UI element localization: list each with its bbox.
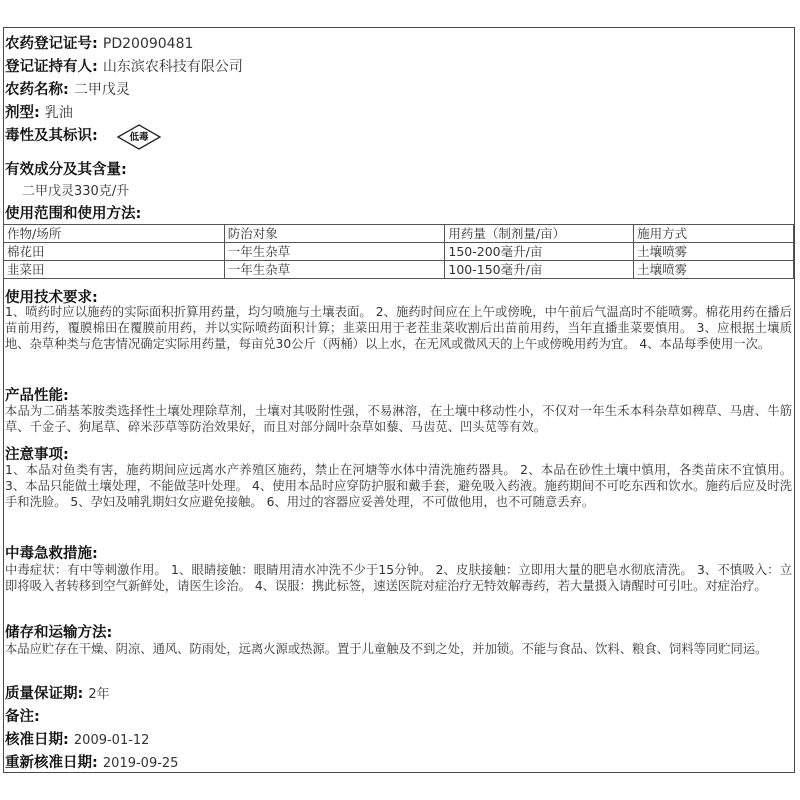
usage-heading [5, 202, 141, 223]
reapproval-date-label: 重新核准日期: [5, 755, 98, 771]
usage-cell-dosage: 150-200毫升/亩 [445, 243, 634, 261]
toxicity-badge-text: 低毒 [129, 132, 149, 143]
performance-text: 本品为二硝基苯胺类选择性土壤处理除草剂，土壤对其吸附性强，不易淋溶，在土壤中移动性小，不仅对一年生禾本科杂草如稗草、马唐、牛筋草、千金子、狗尾草、碎米莎草等防治效果好，而且对部分阔叶杂草如藜、马齿苋、凹头苋等有效。 [5, 404, 792, 434]
holder-value: 山东滨农科技有限公司 [102, 59, 243, 75]
cautions-heading [5, 443, 69, 464]
toxicity-label: 毒性及其标识: [5, 128, 98, 144]
remarks-row [5, 705, 40, 726]
registration-number-value: PD20090481 [102, 36, 194, 52]
usage-label: 使用范围和使用方法: [5, 206, 142, 222]
usage-cell-crop: 韭菜田 [4, 261, 225, 279]
holder-row [5, 55, 243, 76]
formulation-value: 乳油 [44, 105, 73, 121]
tech-text: 1、喷药时应以施药的实际面积折算用药量，均匀喷施与土壤表面。 2、施药时间应在上午或傍晚，中午前后气温高时不能喷雾。棉花用药在播后苗前用药，覆膜棉田在覆膜前用药，并以实际喷药面积计算；韭菜田用于老茬韭菜收割后出苗前用药，当年直播韭菜要慎用。 3、应根据土壤质地、杂草种类与危害情况确定实际用药量，每亩兑30公斤（两桶）以上水，在无风或微风天的上午或傍晚用药为宜。 4、本品每季使用一次。 [5, 305, 792, 351]
cautions-label: 注意事项: [5, 447, 69, 463]
pesticide-name-label: 农药名称: [5, 82, 69, 98]
firstaid-text: 中毒症状：有中等刺激作用。 1、眼睛接触：眼睛用清水冲洗不少于15分钟。 2、皮肤接触：立即用大量的肥皂水彻底清洗。 3、不慎吸入：立即将吸入者转移到空气新鲜处，请医生诊治。 4、误服：携此标签，速送医院对症治疗无特效解毒药，若大量摄入请醒时可引吐。对症治疗。 [5, 563, 792, 593]
firstaid-label: 中毒急救措施: [5, 546, 98, 562]
firstaid-heading [5, 542, 98, 563]
storage-text: 本品应贮存在干燥、阴凉、通风、防雨处，远离火源或热源。置于儿童触及不到之处，并加锁。不能与食品、饮料、粮食、饲料等同贮同运。 [5, 642, 768, 656]
usage-cell-dosage: 100-150毫升/亩 [445, 261, 634, 279]
usage-header-dosage: 用药量（制剂量/亩） [445, 225, 634, 243]
usage-cell-method: 土壤喷雾 [634, 243, 794, 261]
usage-header-method: 施用方式 [634, 225, 794, 243]
usage-header-target: 防治对象 [224, 225, 445, 243]
usage-header-crop: 作物/场所 [4, 225, 225, 243]
toxicity-row [5, 124, 98, 145]
ingredients-value: 二甲戊灵330克/升 [22, 184, 130, 199]
warranty-row [5, 682, 110, 703]
registration-number-label: 农药登记证号: [5, 36, 98, 52]
usage-cell-method: 土壤喷雾 [634, 261, 794, 279]
formulation-label: 剂型: [5, 105, 40, 121]
holder-label: 登记证持有人: [5, 59, 98, 75]
approval-date-label: 核准日期: [5, 732, 69, 748]
low-toxicity-diamond-icon [116, 123, 162, 151]
usage-cell-target: 一年生杂草 [224, 261, 445, 279]
registration-number-row [5, 32, 193, 53]
ingredients-value-row [22, 180, 129, 199]
usage-cell-crop: 棉花田 [4, 243, 225, 261]
pesticide-name-row [5, 78, 130, 99]
usage-table [3, 224, 794, 279]
table-row [4, 261, 794, 279]
performance-label: 产品性能: [5, 388, 69, 404]
storage-label: 储存和运输方法: [5, 625, 113, 641]
formulation-row [5, 101, 73, 122]
ingredients-heading [5, 158, 127, 179]
tech-label: 使用技术要求: [5, 290, 98, 306]
usage-cell-target: 一年生杂草 [224, 243, 445, 261]
reapproval-date-row [5, 751, 178, 772]
pesticide-name-value: 二甲戊灵 [73, 82, 130, 98]
cautions-text: 1、本品对鱼类有害，施药期间应远离水产养殖区施药，禁止在河塘等水体中清洗施药器具。 2、本品在砂性土壤中慎用，各类苗床不宜慎用。 3、本品只能做土壤处理，不能做茎叶处理。 4、使用本品时应穿防护服和戴手套，避免吸入药液。施药期间不可吃东西和饮水。施药后应及时洗手和洗脸。 5、孕妇及哺乳期妇女应避免接触。 6、用过的容器应妥善处理，不可做他用，也不可随意丢弃。 [5, 463, 792, 509]
remarks-label: 备注: [5, 709, 40, 725]
storage-heading [5, 621, 112, 642]
performance-heading [5, 384, 69, 405]
approval-date-value: 2009-01-12 [73, 733, 150, 748]
ingredients-label: 有效成分及其含量: [5, 162, 127, 178]
usage-table-header-row [4, 225, 794, 243]
approval-date-row [5, 728, 149, 749]
warranty-value: 2年 [88, 687, 110, 702]
warranty-label: 质量保证期: [5, 686, 84, 702]
reapproval-date-value: 2019-09-25 [102, 756, 179, 771]
table-row [4, 243, 794, 261]
